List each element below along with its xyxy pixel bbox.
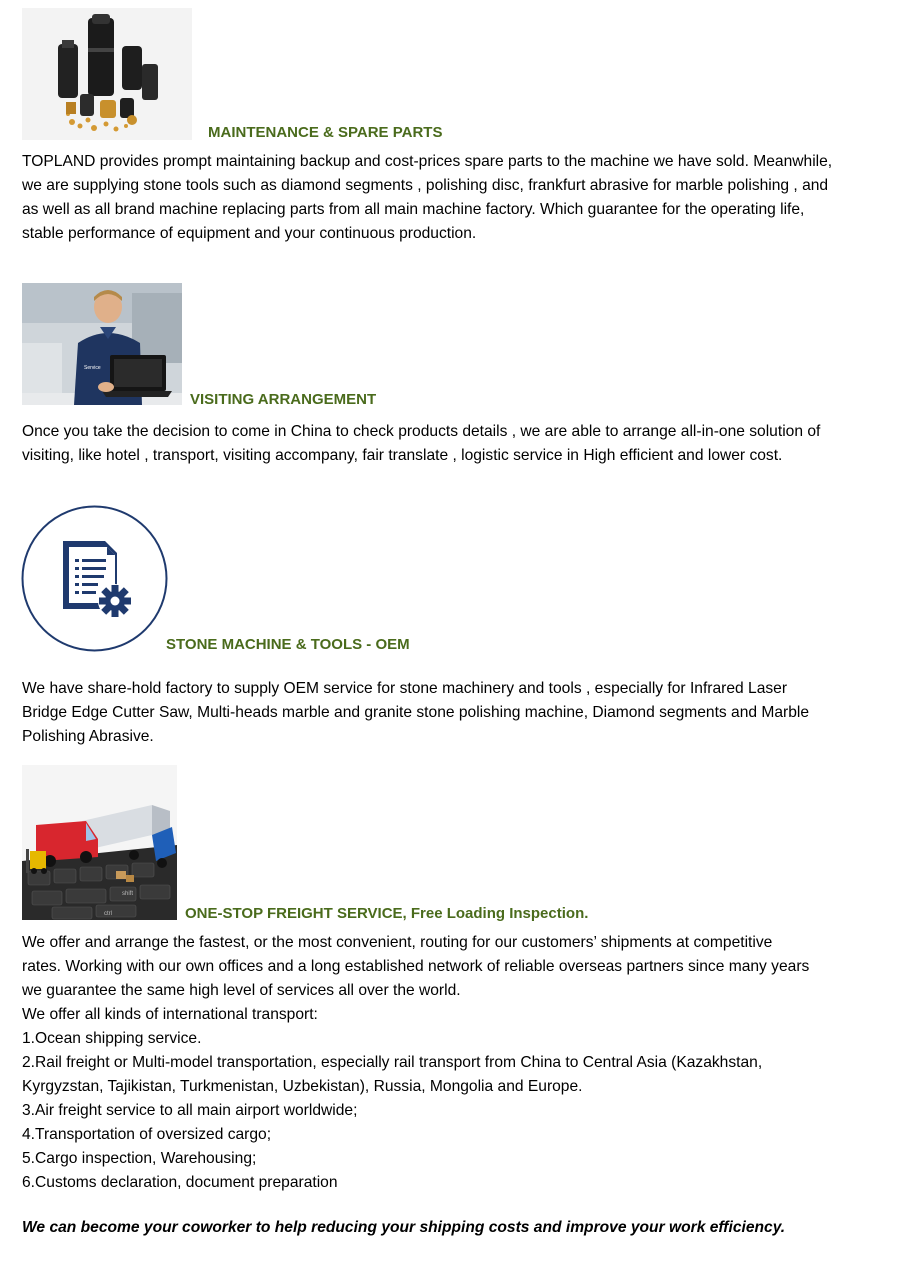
shirt-label-text: Service <box>84 365 101 371</box>
paragraph-line: we guarantee the same high level of services all over the world. <box>22 982 461 999</box>
keyboard-ctrl-text: ctrl <box>104 911 112 917</box>
document-gear-icon <box>21 505 168 652</box>
paragraph-line: We offer and arrange the fastest, or the most convenient, routing for our customers’ shipments at competitive <box>22 934 773 951</box>
section-heading-maintenance: MAINTENANCE & SPARE PARTS <box>208 124 443 141</box>
list-item: 6.Customs declaration, document preparation <box>22 1174 338 1191</box>
section-heading-visiting: VISITING ARRANGEMENT <box>190 391 377 408</box>
technician-laptop-image <box>22 283 182 405</box>
list-item: 1.Ocean shipping service. <box>22 1030 202 1047</box>
paragraph-line: Once you take the decision to come in China to check products details , we are able to arrange all-in-one solution of <box>22 423 821 440</box>
paragraph-line: We have share-hold factory to supply OEM service for stone machinery and tools , especially for Infrared Laser <box>22 680 788 697</box>
list-item: 5.Cargo inspection, Warehousing; <box>22 1150 257 1167</box>
section-paragraph-oem <box>22 677 910 749</box>
freight-trucks-image <box>22 765 177 920</box>
paragraph-line: visiting, like hotel , transport, visiting accompany, fair translate , logistic service in High efficient and lower cost. <box>22 447 783 464</box>
keyboard-shift-text: shift <box>122 891 134 897</box>
paragraph-line: Bridge Edge Cutter Saw, Multi-heads marble and granite stone polishing machine, Diamond segments and Marble <box>22 704 810 721</box>
paragraph-line: rates. Working with our own offices and a long established network of reliable overseas partners since many years <box>22 958 810 975</box>
section-heading-freight: ONE-STOP FREIGHT SERVICE, Free Loading Inspection. <box>185 905 589 922</box>
spare-parts-image <box>22 8 192 140</box>
paragraph-line: as well as all brand machine replacing parts from all main machine factory. Which guarantee for the operating life, <box>22 201 805 218</box>
list-item: 4.Transportation of oversized cargo; <box>22 1126 272 1143</box>
paragraph-line: we are supplying stone tools such as diamond segments , polishing disc, frankfurt abrasive for marble polishing , and <box>22 177 829 194</box>
section-paragraph-maintenance <box>22 150 910 246</box>
list-item: 3.Air freight service to all main airport worldwide; <box>22 1102 358 1119</box>
section-heading-oem: STONE MACHINE & TOOLS - OEM <box>166 636 410 653</box>
paragraph-line: Polishing Abrasive. <box>22 728 154 745</box>
section-paragraph-freight <box>22 931 910 1195</box>
paragraph-line: stable performance of equipment and your continuous production. <box>22 225 477 242</box>
list-item: Kyrgyzstan, Tajikistan, Turkmenistan, Uzbekistan), Russia, Mongolia and Europe. <box>22 1078 583 1095</box>
list-item: 2.Rail freight or Multi-model transportation, especially rail transport from China to Central Asia (Kazakhstan, <box>22 1054 763 1071</box>
paragraph-line: TOPLAND provides prompt maintaining backup and cost-prices spare parts to the machine we have sold. Meanwhile, <box>22 153 833 170</box>
paragraph-line: We offer all kinds of international transport: <box>22 1006 318 1023</box>
section-paragraph-visiting <box>22 420 910 468</box>
closing-statement: We can become your coworker to help reducing your shipping costs and improve your work efficiency. <box>22 1219 786 1236</box>
